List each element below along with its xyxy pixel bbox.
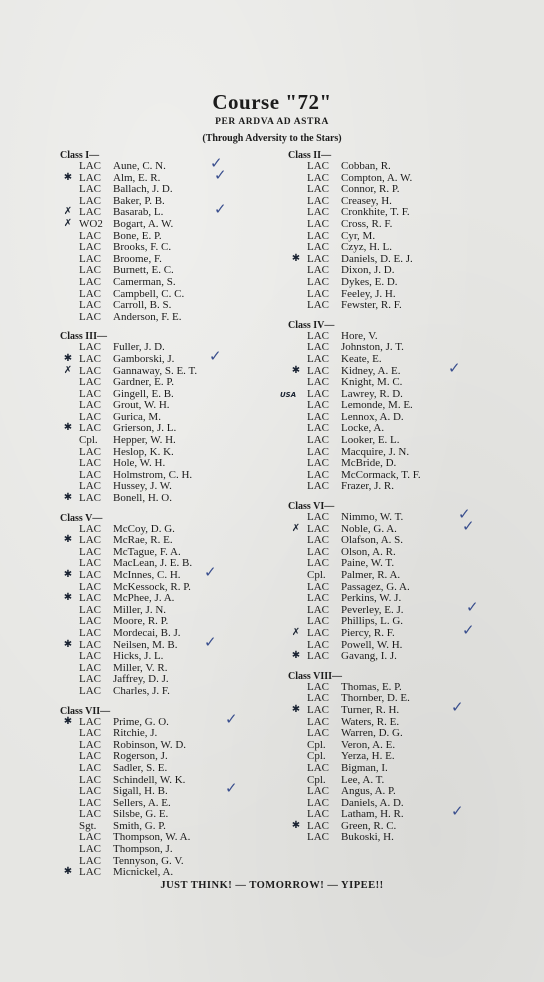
rank: LAC <box>307 229 329 242</box>
member-name: McTague, F. A. <box>113 545 181 558</box>
handwritten-x-mark: ✗ <box>291 626 301 638</box>
rank: LAC <box>307 796 329 809</box>
rank: LAC <box>79 445 101 458</box>
member-name: Macquire, J. N. <box>341 445 410 458</box>
member-name: Ritchie, J. <box>113 727 158 740</box>
rank: LAC <box>307 329 329 342</box>
member-name: Frazer, J. R. <box>341 480 395 493</box>
roster-entry <box>60 312 290 324</box>
member-name: Dykes, E. D. <box>341 275 398 288</box>
member-name: Baker, P. B. <box>113 194 165 207</box>
rank: LAC <box>307 831 329 844</box>
rank: LAC <box>307 638 329 651</box>
member-name: Grout, W. H. <box>113 399 170 412</box>
rank: LAC <box>307 715 329 728</box>
handwritten-star-mark: ✱ <box>63 534 73 546</box>
roster-entry <box>60 493 290 505</box>
rank: LAC <box>79 796 101 809</box>
member-name: Cyr, M. <box>341 229 376 242</box>
member-name: Robinson, W. D. <box>113 738 187 751</box>
member-name: Green, R. C. <box>341 819 397 832</box>
class-block <box>288 501 518 663</box>
member-name: Campbell, C. C. <box>113 287 185 300</box>
rank: LAC <box>307 422 329 435</box>
rank: LAC <box>79 264 101 277</box>
rank: LAC <box>79 650 101 663</box>
member-name: Smith, G. P. <box>113 819 166 832</box>
member-name: McRae, R. E. <box>113 534 173 547</box>
rank: LAC <box>307 761 329 774</box>
rank: LAC <box>307 522 329 535</box>
rank: Sgt. <box>79 819 97 832</box>
member-name: Kidney, A. E. <box>341 364 401 377</box>
rank: LAC <box>79 773 101 786</box>
member-name: Connor, R. P. <box>341 183 400 196</box>
rank: LAC <box>79 480 101 493</box>
roster-entry <box>60 867 290 879</box>
member-name: Passagez, G. A. <box>341 580 410 593</box>
member-name: Czyz, H. L. <box>341 241 393 254</box>
member-name: McBride, D. <box>341 457 397 470</box>
handwritten-star-mark: ✱ <box>63 422 73 434</box>
rank: LAC <box>307 352 329 365</box>
roster-entry <box>60 242 290 254</box>
member-name: Gingell, E. B. <box>113 387 174 400</box>
rank: LAC <box>79 808 101 821</box>
member-name: Olson, A. R. <box>341 545 396 558</box>
member-name: McCormack, T. F. <box>341 468 421 481</box>
rank: LAC <box>307 457 329 470</box>
member-name: Daniels, D. E. J. <box>341 252 413 265</box>
member-name: Perkins, W. J. <box>341 592 402 605</box>
rank: LAC <box>307 626 329 639</box>
roster-entry <box>60 219 290 231</box>
handwritten-x-mark: ✗ <box>63 206 73 218</box>
member-name: Johnston, J. T. <box>341 341 404 354</box>
handwritten-check-mark: ✓ <box>210 154 223 172</box>
member-name: Charles, J. F. <box>113 684 170 697</box>
member-name: Compton, A. W. <box>341 171 413 184</box>
member-name: Warren, D. G. <box>341 727 403 740</box>
handwritten-usa-note: USA <box>280 390 297 399</box>
member-name: Palmer, R. A. <box>341 569 401 581</box>
member-name: Grierson, J. L. <box>113 422 177 435</box>
rank: LAC <box>79 557 101 570</box>
roster-entry <box>60 435 290 447</box>
member-name: Brooks, F. C. <box>113 241 172 254</box>
member-name: Hussey, J. W. <box>113 480 172 493</box>
handwritten-check-mark: ✓ <box>462 620 475 639</box>
member-name: Heslop, K. K. <box>113 445 174 458</box>
member-name: Lawrey, R. D. <box>341 387 403 400</box>
roster-entry <box>288 300 518 312</box>
class-block <box>60 331 290 504</box>
rank: LAC <box>307 808 329 821</box>
handwritten-check-mark: ✓ <box>448 358 461 377</box>
member-name: Thompson, W. A. <box>113 831 191 844</box>
member-name: Sadler, S. E. <box>113 761 168 774</box>
rank: LAC <box>307 275 329 288</box>
rank: LAC <box>307 680 329 693</box>
rank: LAC <box>79 299 101 312</box>
member-name: Cross, R. F. <box>341 217 393 230</box>
member-name: Bigman, I. <box>341 761 388 774</box>
member-name: Thomas, E. P. <box>341 680 402 693</box>
handwritten-star-mark: ✱ <box>291 252 301 264</box>
handwritten-star-mark: ✱ <box>291 364 301 376</box>
rank: LAC <box>307 703 329 716</box>
rank: LAC <box>307 650 329 663</box>
member-name: Veron, A. E. <box>341 738 396 751</box>
member-name: Mordecai, B. J. <box>113 626 181 639</box>
rank: LAC <box>79 252 101 265</box>
member-name: Bonell, H. O. <box>113 492 172 505</box>
member-name: Lemonde, M. E. <box>341 399 413 412</box>
member-name: Hole, W. H. <box>113 457 166 470</box>
member-name: Angus, A. P. <box>341 785 396 798</box>
class-block <box>60 706 290 879</box>
rank: LAC <box>307 580 329 593</box>
handwritten-check-mark: ✓ <box>204 632 217 651</box>
member-name: Prime, G. O. <box>113 715 169 728</box>
member-name: Fewster, R. F. <box>341 299 402 312</box>
member-name: Alm, E. R. <box>113 171 161 184</box>
rank: LAC <box>307 160 329 172</box>
member-name: Powell, W. H. <box>341 638 403 651</box>
class-heading: Class VII— <box>60 705 111 717</box>
rank: LAC <box>307 615 329 628</box>
member-name: Waters, R. E. <box>341 715 400 728</box>
rank: LAC <box>79 399 101 412</box>
member-name: Paine, W. T. <box>341 557 395 570</box>
rank: LAC <box>79 522 101 535</box>
member-name: Fuller, J. D. <box>113 341 165 354</box>
rank: LAC <box>79 569 101 581</box>
handwritten-check-mark: ✓ <box>462 516 475 535</box>
rank: LAC <box>307 445 329 458</box>
handwritten-check-mark: ✓ <box>204 563 217 581</box>
member-name: Rogerson, J. <box>113 750 168 763</box>
rank: LAC <box>307 399 329 412</box>
member-name: McKessock, R. P. <box>113 580 191 593</box>
member-name: Lennox, A. D. <box>341 410 404 423</box>
class-block <box>280 319 518 493</box>
handwritten-x-mark: ✗ <box>63 364 73 376</box>
footer-slogan: JUST THINK! — TOMORROW! — YIPEE!! <box>160 880 384 891</box>
rank: LAC <box>79 545 101 558</box>
handwritten-check-mark: ✓ <box>451 802 464 821</box>
rank: LAC <box>79 843 101 856</box>
rank: LAC <box>79 206 101 219</box>
rank: LAC <box>307 410 329 423</box>
rank: LAC <box>79 580 101 593</box>
rank: LAC <box>307 341 329 354</box>
member-name: Tennyson, G. V. <box>113 854 184 867</box>
member-name: Sigall, H. B. <box>113 785 168 798</box>
member-name: Sellers, A. E. <box>113 796 171 809</box>
member-name: Aune, C. N. <box>113 160 166 172</box>
member-name: Basarab, L. <box>113 206 164 219</box>
rank: LAC <box>79 854 101 867</box>
handwritten-check-mark: ✓ <box>466 597 479 616</box>
member-name: Gardner, E. P. <box>113 376 174 389</box>
subtitle: (Through Adversity to the Stars) <box>202 133 342 144</box>
member-name: Bogart, A. W. <box>113 217 174 230</box>
member-name: Moore, R. P. <box>113 615 169 628</box>
handwritten-check-mark: ✓ <box>225 779 238 798</box>
member-name: Latham, H. R. <box>341 808 404 821</box>
rank: LAC <box>307 480 329 493</box>
rank: LAC <box>79 457 101 470</box>
member-name: Gavang, I. J. <box>341 650 397 663</box>
rank: LAC <box>307 434 329 447</box>
handwritten-star-mark: ✱ <box>63 492 73 504</box>
handwritten-star-mark: ✱ <box>63 592 73 604</box>
handwritten-star-mark: ✱ <box>63 715 73 727</box>
class-heading: Class V— <box>60 512 103 524</box>
right-column <box>280 150 518 844</box>
left-column <box>60 150 290 879</box>
member-name: Feeley, J. H. <box>341 287 396 300</box>
rank: LAC <box>79 183 101 196</box>
member-name: Camerman, S. <box>113 275 176 288</box>
rank: LAC <box>79 241 101 254</box>
handwritten-check-mark: ✓ <box>214 165 227 184</box>
rank: LAC <box>307 468 329 481</box>
rank: LAC <box>307 252 329 265</box>
member-name: Ballach, J. D. <box>113 183 173 196</box>
roster-entry <box>288 277 518 289</box>
handwritten-star-mark: ✱ <box>63 638 73 650</box>
class-heading: Class III— <box>60 331 107 343</box>
member-name: Silsbe, G. E. <box>113 808 169 821</box>
rank: LAC <box>79 866 101 879</box>
rank: LAC <box>79 352 101 365</box>
member-name: Holmstrom, C. H. <box>113 468 193 481</box>
rank: LAC <box>79 229 101 242</box>
handwritten-star-mark: ✱ <box>63 171 73 183</box>
rank: LAC <box>79 673 101 686</box>
roster-entry <box>60 377 290 389</box>
handwritten-star-mark: ✱ <box>291 650 301 662</box>
rank: LAC <box>307 534 329 547</box>
rank: Cpl. <box>79 434 98 447</box>
rank: Cpl. <box>307 773 326 786</box>
member-name: Thornber, D. E. <box>341 692 410 705</box>
class-heading: Class I— <box>60 150 100 161</box>
rank: LAC <box>307 364 329 377</box>
member-name: McCoy, D. G. <box>113 522 175 535</box>
roster-entry <box>60 686 290 698</box>
motto: PER ARDVA AD ASTRA <box>215 117 329 127</box>
rank: LAC <box>79 715 101 728</box>
rank: LAC <box>79 387 101 400</box>
rank: LAC <box>307 183 329 196</box>
member-name: Thompson, J. <box>113 843 173 856</box>
rank: Cpl. <box>307 750 326 763</box>
member-name: Neilsen, M. B. <box>113 638 178 651</box>
rank: LAC <box>79 160 101 172</box>
handwritten-star-mark: ✱ <box>291 819 301 831</box>
rank: LAC <box>79 468 101 481</box>
rank: LAC <box>307 376 329 389</box>
rank: LAC <box>79 422 101 435</box>
rank: LAC <box>307 241 329 254</box>
member-name: Hore, V. <box>341 329 378 342</box>
member-name: Cobban, R. <box>341 160 391 172</box>
member-name: Looker, E. L. <box>341 434 400 447</box>
member-name: Olafson, A. S. <box>341 534 404 547</box>
member-name: Carroll, B. S. <box>113 299 172 312</box>
handwritten-check-mark: ✓ <box>451 697 464 716</box>
rank: LAC <box>79 275 101 288</box>
member-name: Hepper, W. H. <box>113 434 176 447</box>
rank: LAC <box>79 750 101 763</box>
rank: LAC <box>307 511 329 524</box>
rank: LAC <box>79 831 101 844</box>
rank: LAC <box>307 387 329 400</box>
rank: LAC <box>307 217 329 230</box>
rank: LAC <box>79 492 101 505</box>
rank: LAC <box>79 194 101 207</box>
roster-entry <box>288 219 518 231</box>
page-title: Course "72" <box>212 90 332 114</box>
rank: LAC <box>307 206 329 219</box>
rank: LAC <box>307 299 329 312</box>
handwritten-x-mark: ✗ <box>291 522 301 534</box>
rank: LAC <box>307 545 329 558</box>
rank: LAC <box>79 638 101 651</box>
rank: LAC <box>307 557 329 570</box>
class-block <box>60 513 290 698</box>
class-block <box>288 671 518 844</box>
roster-entry <box>288 481 518 493</box>
handwritten-check-mark: ✓ <box>214 200 227 219</box>
roster-entry <box>288 763 518 775</box>
member-name: Bone, E. P. <box>113 229 162 242</box>
member-name: Anderson, F. E. <box>113 310 182 323</box>
roster-entry <box>288 728 518 740</box>
class-heading: Class VI— <box>288 501 335 513</box>
rank: WO2 <box>79 217 103 230</box>
member-name: Yerza, H. E. <box>341 750 395 763</box>
member-name: Micnickel, A. <box>113 866 174 879</box>
rank: LAC <box>79 592 101 605</box>
handwritten-x-mark: ✗ <box>63 217 73 229</box>
rank: LAC <box>79 626 101 639</box>
member-name: Broome, F. <box>113 252 162 265</box>
class-heading: Class VIII— <box>288 670 342 682</box>
member-name: Gannaway, S. E. T. <box>113 364 198 377</box>
handwritten-star-mark: ✱ <box>291 703 301 715</box>
member-name: Peverley, E. J. <box>341 603 404 616</box>
rank: LAC <box>79 661 101 674</box>
rank: LAC <box>307 727 329 740</box>
member-name: Gamborski, J. <box>113 352 175 365</box>
roster-entry <box>288 832 518 844</box>
member-name: Creasey, H. <box>341 194 392 207</box>
rank: LAC <box>79 171 101 184</box>
member-name: MacLean, J. E. B. <box>113 557 193 570</box>
rank: LAC <box>79 761 101 774</box>
member-name: Turner, R. H. <box>341 703 400 716</box>
member-name: McInnes, C. H. <box>113 569 181 581</box>
member-name: Lee, A. T. <box>341 773 385 786</box>
rank: Cpl. <box>307 569 326 581</box>
roster-entry <box>60 651 290 663</box>
member-name: Schindell, W. K. <box>113 773 186 786</box>
rank: LAC <box>307 603 329 616</box>
rank: LAC <box>79 738 101 751</box>
rank: LAC <box>79 310 101 323</box>
class-heading: Class II— <box>288 150 332 161</box>
member-name: Cronkhite, T. F. <box>341 206 410 219</box>
member-name: Jaffrey, D. J. <box>113 673 169 686</box>
member-name: Bukoski, H. <box>341 831 394 844</box>
rank: LAC <box>79 727 101 740</box>
member-name: Nimmo, W. T. <box>341 511 404 524</box>
rank: LAC <box>307 264 329 277</box>
roster-entry <box>288 651 518 663</box>
class-block <box>288 150 518 312</box>
rank: LAC <box>307 592 329 605</box>
rank: Cpl. <box>307 738 326 751</box>
rank: LAC <box>79 603 101 616</box>
handwritten-star-mark: ✱ <box>63 352 73 364</box>
rank: LAC <box>307 785 329 798</box>
member-name: McPhee, J. A. <box>113 592 175 605</box>
member-name: Noble, G. A. <box>341 522 397 535</box>
rank: LAC <box>79 410 101 423</box>
member-name: Locke, A. <box>341 422 385 435</box>
roster-entry <box>288 354 518 366</box>
rank: LAC <box>79 785 101 798</box>
member-name: Piercy, R. F. <box>341 626 395 639</box>
class-heading: Class IV— <box>288 319 335 331</box>
rank: LAC <box>79 534 101 547</box>
member-name: Phillips, L. G. <box>341 615 404 628</box>
rank: LAC <box>307 287 329 300</box>
handwritten-check-mark: ✓ <box>209 346 222 365</box>
handwritten-check-mark: ✓ <box>225 709 238 728</box>
member-name: Burnett, E. C. <box>113 264 174 277</box>
handwritten-star-mark: ✱ <box>63 866 73 878</box>
rank: LAC <box>307 819 329 832</box>
member-name: Daniels, A. D. <box>341 796 404 809</box>
rank: LAC <box>307 171 329 184</box>
roster-entry <box>288 377 518 389</box>
handwritten-check-mark: ✓ <box>458 505 471 524</box>
handwritten-star-mark: ✱ <box>63 569 73 580</box>
member-name: Miller, V. R. <box>113 661 168 674</box>
rank: LAC <box>79 376 101 389</box>
rank: LAC <box>79 364 101 377</box>
rank: LAC <box>79 341 101 354</box>
member-name: Dixon, J. D. <box>341 264 395 277</box>
member-name: Knight, M. C. <box>341 376 403 389</box>
member-name: Hicks, J. L. <box>113 650 164 663</box>
rank: LAC <box>307 194 329 207</box>
member-name: Keate, E. <box>341 352 382 365</box>
member-name: Miller, J. N. <box>113 603 167 616</box>
rank: LAC <box>79 287 101 300</box>
rank: LAC <box>307 692 329 705</box>
class-block <box>60 150 290 323</box>
member-name: Gurica, M. <box>113 410 161 423</box>
rank: LAC <box>79 615 101 628</box>
rank: LAC <box>79 684 101 697</box>
